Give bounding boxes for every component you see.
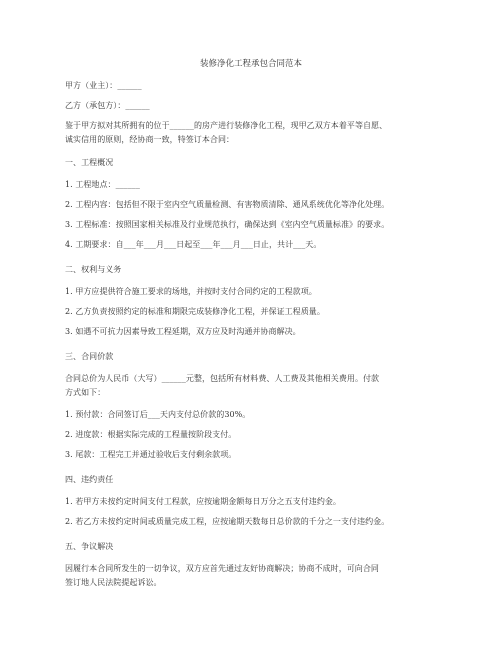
list-item: 3. 尾款：工程完工并通过验收后支付剩余款项。 [65, 450, 237, 459]
list-item: 1. 工程地点：______ [65, 180, 140, 189]
section-heading: 三、合同价款 [65, 352, 114, 361]
party-a-line: 甲方（业主）：______ [65, 81, 142, 90]
list-item: 3. 工程标准：按照国家相关标准及行业规范执行，确保达到《室内空气质量标准》的要求。 [65, 220, 390, 229]
paragraph-line: 签订地人民法院提起诉讼。 [65, 578, 162, 587]
section-heading: 四、违约责任 [65, 475, 114, 484]
party-b-line: 乙方（承包方）：______ [65, 101, 150, 110]
section-heading: 五、争议解决 [65, 542, 114, 551]
list-item: 1. 若甲方未按约定时间支付工程款，应按逾期金额每日万分之五支付违约金。 [65, 497, 341, 506]
paragraph-line: 因履行本合同所发生的一切争议，双方应首先通过友好协商解决；协商不成时，可向合同 [65, 564, 379, 573]
list-item: 2. 工程内容：包括但不限于室内空气质量检测、有害物质清除、通风系统优化等净化处理。 [65, 200, 390, 209]
intro-line-1: 鉴于甲方拟对其所拥有的位于______的房产进行装修净化工程，现甲乙双方本着平等自愿、 [65, 121, 388, 130]
intro-line-2: 诚实信用的原则，经协商一致，特签订本合同： [65, 135, 235, 144]
list-item: 1. 预付款：合同签订后___天内支付总价款的30%。 [65, 410, 251, 419]
list-item: 2. 若乙方未按约定时间或质量完成工程，应按逾期天数每日总价款的千分之一支付违约金。 [65, 517, 390, 526]
document-title: 装修净化工程承包合同范本 [199, 59, 302, 69]
list-item: 3. 如遇不可抗力因素导致工程延期，双方应及时沟通并协商解决。 [65, 327, 301, 336]
paragraph-line: 方式如下： [65, 388, 106, 397]
paragraph-line: 合同总价为人民币（大写）______元整，包括所有材料费、人工费及其他相关费用。付款 [65, 374, 380, 383]
list-item: 2. 进度款：根据实际完成的工程量按阶段支付。 [65, 430, 237, 439]
list-item: 1. 甲方应提供符合施工要求的场地，并按时支付合同约定的工程款项。 [65, 287, 317, 296]
list-item: 4. 工期要求：自___年___月___日起至___年___月___日止，共计___天。 [65, 240, 322, 249]
section-heading: 一、工程概况 [65, 158, 114, 167]
list-item: 2. 乙方负责按照约定的标准和期限完成装修净化工程，并保证工程质量。 [65, 307, 325, 316]
section-heading: 二、权利与义务 [65, 265, 122, 274]
